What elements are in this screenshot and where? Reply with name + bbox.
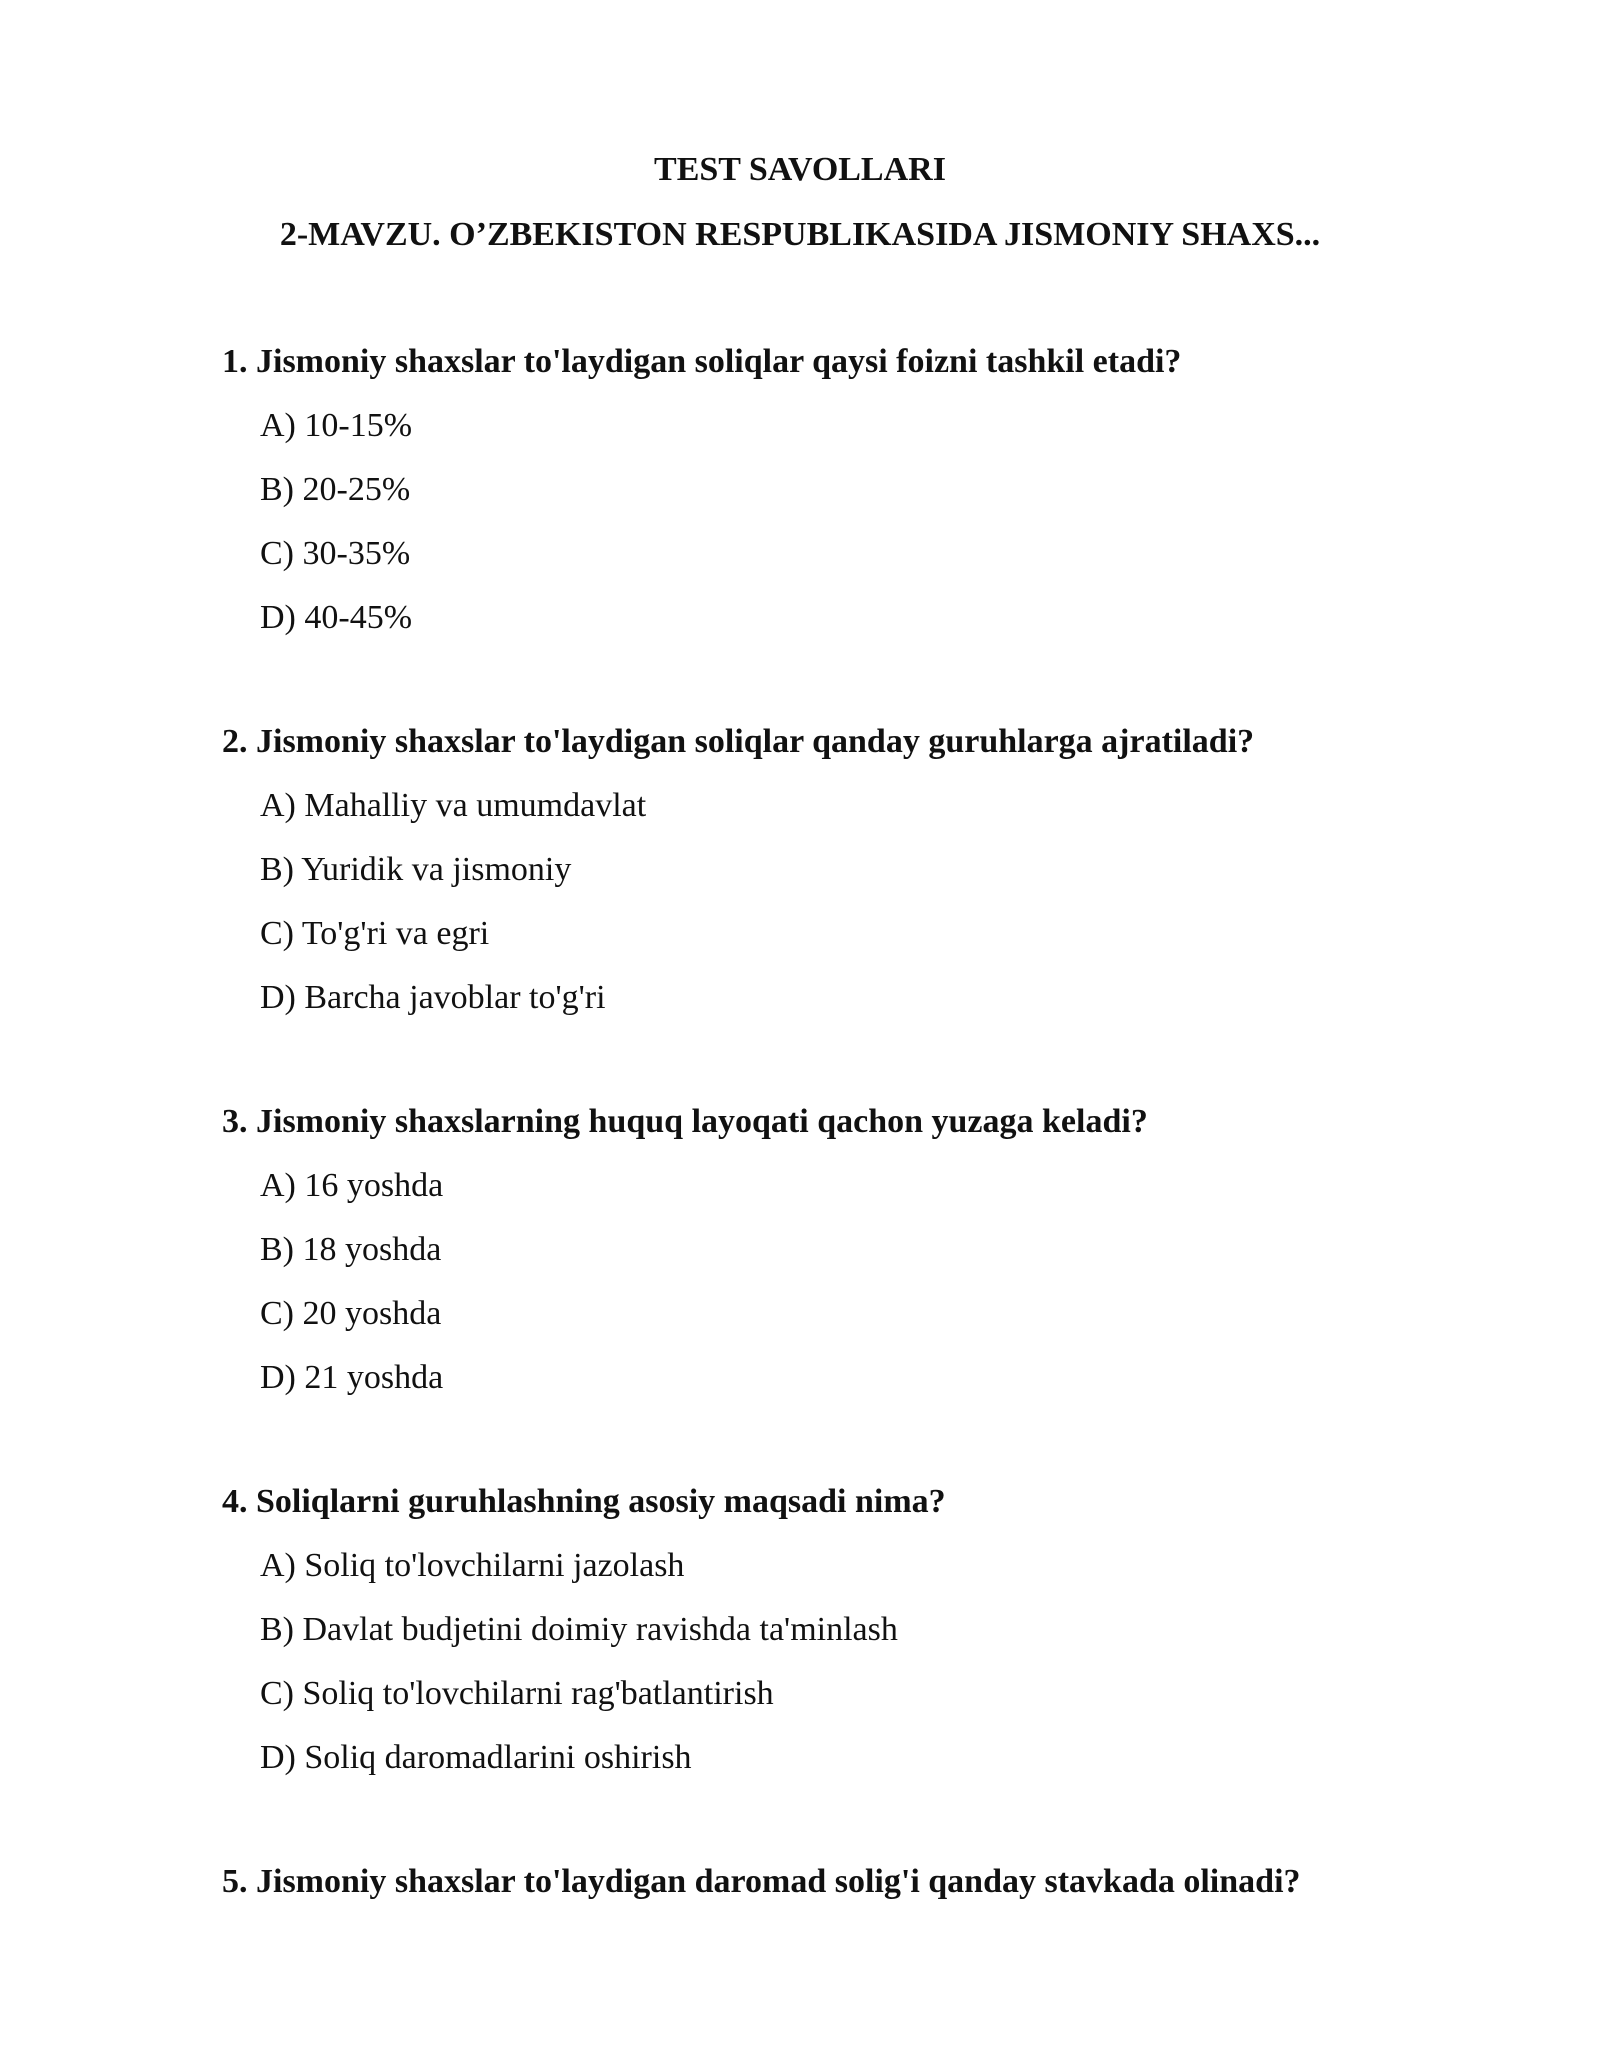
question-1 [222, 340, 1422, 660]
question-2 [222, 720, 1422, 1040]
answer-option-c: C) 20 yoshda [260, 1295, 442, 1332]
question-text: 3. Jismoniy shaxslarning huquq layoqati qachon yuzaga keladi? [222, 1103, 1148, 1140]
answer-option-b: B) 18 yoshda [260, 1231, 442, 1268]
question-4 [222, 1480, 1422, 1800]
question-text: 1. Jismoniy shaxslar to'laydigan soliqlar qaysi foizni tashkil etadi? [222, 343, 1182, 380]
question-text: 2. Jismoniy shaxslar to'laydigan soliqlar qanday guruhlarga ajratiladi? [222, 723, 1255, 760]
answer-option-d: D) 40-45% [260, 599, 413, 636]
answer-option-c: C) 30-35% [260, 535, 411, 572]
page-subtitle: 2-MAVZU. O’ZBEKISTON RESPUBLIKASIDA JISMONIY SHAXS... [279, 216, 1321, 253]
answer-option-a: A) 16 yoshda [260, 1167, 444, 1204]
question-3 [222, 1100, 1422, 1420]
answer-option-d: D) 21 yoshda [260, 1359, 444, 1396]
question-5 [222, 1860, 1422, 1924]
answer-option-d: D) Barcha javoblar to'g'ri [260, 979, 606, 1016]
answer-option-a: A) Mahalliy va umumdavlat [260, 787, 647, 824]
answer-option-a: A) Soliq to'lovchilarni jazolash [260, 1547, 685, 1584]
answer-option-a: A) 10-15% [260, 407, 413, 444]
answer-option-b: B) Yuridik va jismoniy [260, 851, 572, 888]
question-text: 5. Jismoniy shaxslar to'laydigan daromad solig'i qanday stavkada olinadi? [222, 1863, 1301, 1900]
answer-option-b: B) Davlat budjetini doimiy ravishda ta'minlash [260, 1611, 898, 1648]
answer-option-d: D) Soliq daromadlarini oshirish [260, 1739, 692, 1776]
answer-option-b: B) 20-25% [260, 471, 411, 508]
answer-option-c: C) Soliq to'lovchilarni rag'batlantirish [260, 1675, 774, 1712]
page-title: TEST SAVOLLARI [654, 151, 946, 188]
question-text: 4. Soliqlarni guruhlashning asosiy maqsadi nima? [222, 1483, 946, 1520]
answer-option-c: C) To'g'ri va egri [260, 915, 490, 952]
